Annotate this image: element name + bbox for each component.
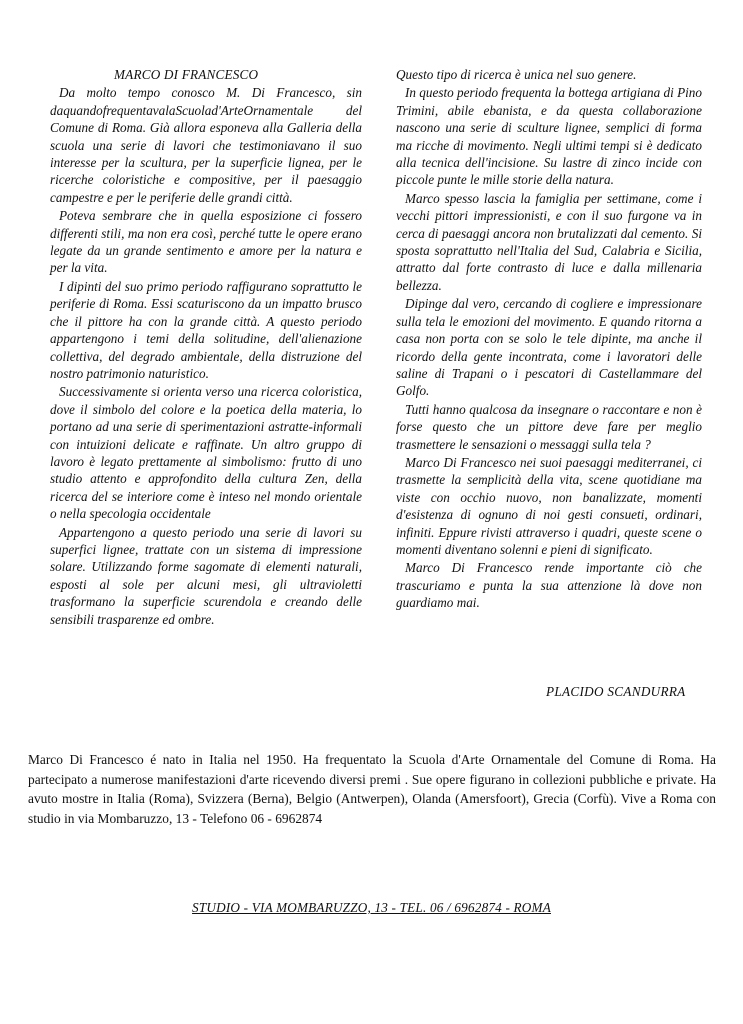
article-title: MARCO DI FRANCESCO (114, 67, 259, 82)
article-left-column (50, 66, 362, 629)
author-signature: PLACIDO SCANDURRA (546, 684, 686, 699)
article-paragraph: Dipinge dal vero, cercando di cogliere e impressionare sulla tela le emozioni del movimento. E quando ritorna a casa non porta con se solo le tele dipinte, ma anche il ricordo della gente incontrata, come i lavoratori delle saline di Trapani o i pescatori di Castellammare del Golfo. (396, 296, 702, 399)
article-paragraph: Questo tipo di ricerca è unica nel suo genere. (396, 67, 637, 82)
article-paragraph: Marco spesso lascia la famiglia per settimane, come i vecchi pittori impressionisti, e con il suo furgone va in cerca di paesaggi ancora non brutalizzati dal cemento. Si sposta soprattutto nell'Italia del Sud, Calabria e Sicilia, attratto dal forte contrasto di luce e dalla millenaria bellezza. (396, 190, 702, 293)
article-paragraph: Marco Di Francesco rende importante ciò che trascuriamo e punta la sua attenzione là dove non guardiamo mai. (396, 560, 702, 611)
article-paragraph: Successivamente si orienta verso una ricerca coloristica, dove il simbolo del colore e la poetica della materia, lo portano ad una serie di sperimentazioni astratte-informali con intuizioni delicate e raffinate. Un altro gruppo di lavoro è legato prettamente al simbolismo: frutto di uno studio attento e approfondito della cultura Zen, della ricerca del se interiore come è inteso nel mondo orientale o nella specologia occidentale (50, 384, 362, 522)
article-paragraph: Tutti hanno qualcosa da insegnare o raccontare e non è forse questo che un pittore deve fare per meglio trasmettere le sensazioni o messaggi sulla tela ? (396, 401, 702, 452)
article-paragraph: Poteva sembrare che in quella esposizione ci fossero differenti stili, ma non era così, perché tutte le opere erano legate da un grande sentimento e amore per la natura e per la vita. (50, 208, 362, 276)
article-paragraph: Da molto tempo conosco M. Di Francesco, sin daquandofrequentavalaScuolad'ArteOrnamentale del Comune di Roma. Già allora esponeva alla Galleria della scuola una serie di lavori che testimoniavano il suo interesse per la scultura, per la superficie lignea, per le ricerche coloristiche e compositive, per il paesaggio campestre e per le periferie delle grandi città. (50, 85, 362, 205)
artist-bio: Marco Di Francesco é nato in Italia nel 1950. Ha frequentato la Scuola d'Arte Ornamentale del Comune di Roma. Ha partecipato a numerose manifestazioni d'arte ricevendo diversi premi . Sue opere figurano in collezioni pubbliche e private. Ha avuto mostre in Italia (Roma), Svizzera (Berna), Belgio (Antwerpen), Olanda (Amersfoort), Grecia (Corfù). Vive a Roma con studio in via Mombaruzzo, 13 - Telefono 06 - 6962874 (28, 752, 716, 826)
article-paragraph: In questo periodo frequenta la bottega artigiana di Pino Trimini, abile ebanista, e da questa collaborazione nascono una serie di sculture lignee, semplici di forma ma ricche di movimento. Negli ultimi tempi si è dedicato alla tecnica dell'incisione. Su lastre di zinco incide con piccole punte le mille storie della natura. (396, 85, 702, 188)
article-right-column (396, 66, 702, 613)
studio-footer: STUDIO - VIA MOMBARUZZO, 13 - TEL. 06 / 6962874 - ROMA (192, 900, 551, 915)
article-paragraph: I dipinti del suo primo periodo raffigurano soprattutto le periferie di Roma. Essi scaturiscono da un impatto brusco che il pittore ha con la grande città. A questo periodo appartengono i temi della solitudine, dell'alienazione collettiva, del degrado ambientale, della distruzione del nostro patrimonio naturistico. (50, 278, 362, 381)
article-paragraph: Appartengono a questo periodo una serie di lavori su superfici lignee, trattate con un sistema di impressione solare. Utilizzando forme sagomate di elementi naturali, esposti al sole per alcuni mesi, gli ultravioletti trasformano la superficie scurendola e creando delle sensibili trasparenze ed ombre. (50, 524, 362, 627)
article-paragraph: Marco Di Francesco nei suoi paesaggi mediterranei, ci trasmette la semplicità della vita, scene quotidiane ma viste con occhio nuovo, non banalizzate, momenti d'esistenza di ognuno di noi gesti consueti, ordinari, infiniti. Eppure rivisti attraverso i quadri, queste scene o momenti diventano solenni e pieni di significato. (396, 454, 702, 557)
